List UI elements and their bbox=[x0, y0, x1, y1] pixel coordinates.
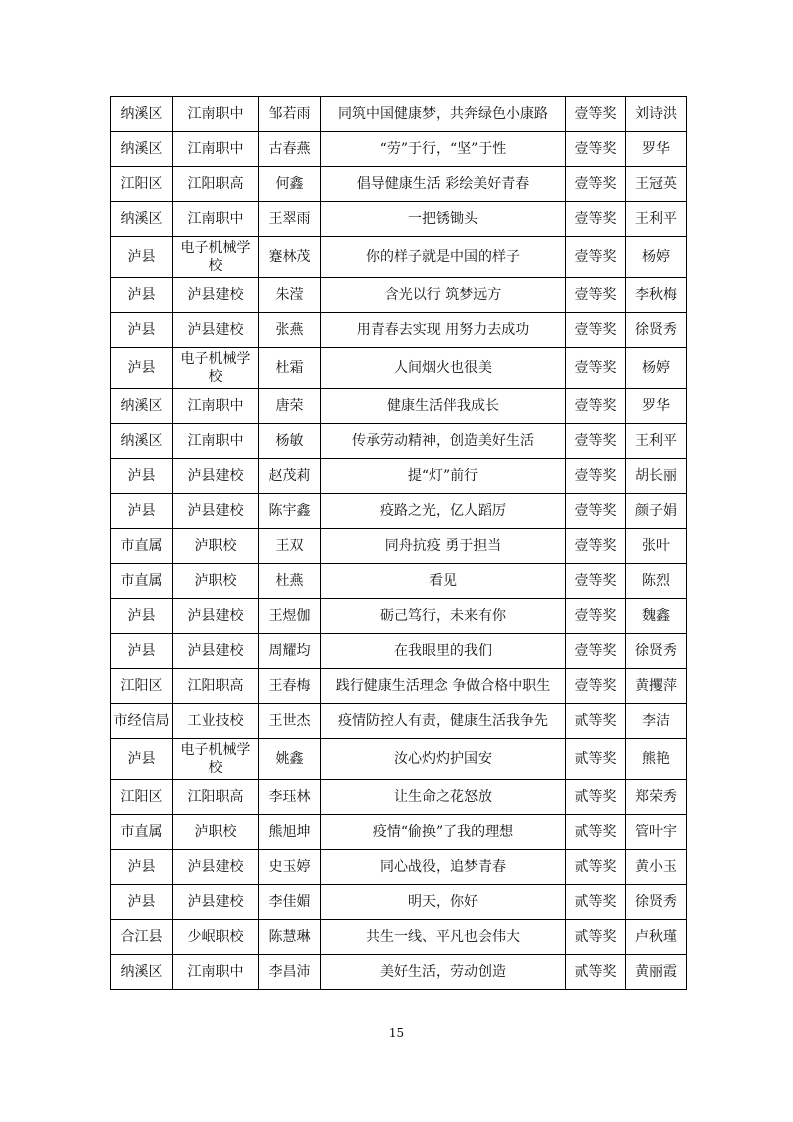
table-row bbox=[111, 634, 687, 669]
school-cell: 工业技校 bbox=[173, 704, 259, 739]
work-title-cell: 让生命之花怒放 bbox=[321, 780, 566, 815]
school-cell: 泸县建校 bbox=[173, 885, 259, 920]
student-name-cell: 熊旭坤 bbox=[259, 815, 321, 850]
award-level-cell: 壹等奖 bbox=[566, 494, 626, 529]
school-cell: 泸职校 bbox=[173, 815, 259, 850]
table-row bbox=[111, 704, 687, 739]
school-cell: 江南职中 bbox=[173, 424, 259, 459]
student-name-cell: 朱滢 bbox=[259, 278, 321, 313]
school-cell: 电子机械学校 bbox=[173, 739, 259, 780]
district-cell: 纳溪区 bbox=[111, 132, 173, 167]
school-cell: 泸县建校 bbox=[173, 494, 259, 529]
school-cell: 江阳职高 bbox=[173, 669, 259, 704]
district-cell: 泸县 bbox=[111, 237, 173, 278]
table-row bbox=[111, 920, 687, 955]
award-level-cell: 壹等奖 bbox=[566, 424, 626, 459]
district-cell: 泸县 bbox=[111, 348, 173, 389]
student-name-cell: 陈慧琳 bbox=[259, 920, 321, 955]
district-cell: 纳溪区 bbox=[111, 97, 173, 132]
district-cell: 合江县 bbox=[111, 920, 173, 955]
district-cell: 纳溪区 bbox=[111, 424, 173, 459]
award-level-cell: 贰等奖 bbox=[566, 885, 626, 920]
table-row bbox=[111, 739, 687, 780]
student-name-cell: 唐荣 bbox=[259, 389, 321, 424]
advisor-cell: 颜子娟 bbox=[626, 494, 687, 529]
school-cell: 泸县建校 bbox=[173, 599, 259, 634]
advisor-cell: 王利平 bbox=[626, 202, 687, 237]
district-cell: 市直属 bbox=[111, 564, 173, 599]
school-cell: 泸职校 bbox=[173, 529, 259, 564]
district-cell: 市直属 bbox=[111, 529, 173, 564]
school-cell: 江南职中 bbox=[173, 389, 259, 424]
advisor-cell: 卢秋瑾 bbox=[626, 920, 687, 955]
district-cell: 纳溪区 bbox=[111, 389, 173, 424]
awards-table-body bbox=[111, 97, 687, 990]
student-name-cell: 周耀均 bbox=[259, 634, 321, 669]
advisor-cell: 熊艳 bbox=[626, 739, 687, 780]
work-title-cell: 一把锈锄头 bbox=[321, 202, 566, 237]
advisor-cell: 王冠英 bbox=[626, 167, 687, 202]
award-level-cell: 贰等奖 bbox=[566, 920, 626, 955]
table-row bbox=[111, 955, 687, 990]
award-level-cell: 壹等奖 bbox=[566, 564, 626, 599]
award-level-cell: 贰等奖 bbox=[566, 850, 626, 885]
table-row bbox=[111, 599, 687, 634]
awards-table bbox=[110, 96, 687, 990]
award-level-cell: 壹等奖 bbox=[566, 459, 626, 494]
work-title-cell: 疫路之光，亿人蹈厉 bbox=[321, 494, 566, 529]
district-cell: 泸县 bbox=[111, 634, 173, 669]
school-cell: 江南职中 bbox=[173, 97, 259, 132]
table-row bbox=[111, 815, 687, 850]
advisor-cell: 魏鑫 bbox=[626, 599, 687, 634]
table-row bbox=[111, 237, 687, 278]
advisor-cell: 王利平 bbox=[626, 424, 687, 459]
student-name-cell: 杜燕 bbox=[259, 564, 321, 599]
student-name-cell: 姚鑫 bbox=[259, 739, 321, 780]
district-cell: 泸县 bbox=[111, 599, 173, 634]
work-title-cell: 在我眼里的我们 bbox=[321, 634, 566, 669]
award-level-cell: 壹等奖 bbox=[566, 348, 626, 389]
work-title-cell: 同舟抗疫 勇于担当 bbox=[321, 529, 566, 564]
advisor-cell: 黄攫萍 bbox=[626, 669, 687, 704]
district-cell: 泸县 bbox=[111, 850, 173, 885]
advisor-cell: 罗华 bbox=[626, 132, 687, 167]
advisor-cell: 李秋梅 bbox=[626, 278, 687, 313]
advisor-cell: 管叶宇 bbox=[626, 815, 687, 850]
work-title-cell: 疫情“偷换”了我的理想 bbox=[321, 815, 566, 850]
award-level-cell: 贰等奖 bbox=[566, 955, 626, 990]
district-cell: 江阳区 bbox=[111, 167, 173, 202]
work-title-cell: 同心战役，追梦青春 bbox=[321, 850, 566, 885]
award-level-cell: 贰等奖 bbox=[566, 739, 626, 780]
table-row bbox=[111, 167, 687, 202]
student-name-cell: 王双 bbox=[259, 529, 321, 564]
student-name-cell: 赵茂莉 bbox=[259, 459, 321, 494]
advisor-cell: 胡长丽 bbox=[626, 459, 687, 494]
table-row bbox=[111, 780, 687, 815]
student-name-cell: 何鑫 bbox=[259, 167, 321, 202]
table-row bbox=[111, 202, 687, 237]
advisor-cell: 张叶 bbox=[626, 529, 687, 564]
district-cell: 市直属 bbox=[111, 815, 173, 850]
district-cell: 纳溪区 bbox=[111, 202, 173, 237]
table-row bbox=[111, 850, 687, 885]
work-title-cell: 提“灯”前行 bbox=[321, 459, 566, 494]
award-level-cell: 贰等奖 bbox=[566, 704, 626, 739]
work-title-cell: 健康生活伴我成长 bbox=[321, 389, 566, 424]
award-level-cell: 壹等奖 bbox=[566, 389, 626, 424]
student-name-cell: 邹若雨 bbox=[259, 97, 321, 132]
advisor-cell: 罗华 bbox=[626, 389, 687, 424]
advisor-cell: 黄丽霞 bbox=[626, 955, 687, 990]
table-row bbox=[111, 389, 687, 424]
award-level-cell: 壹等奖 bbox=[566, 132, 626, 167]
advisor-cell: 刘诗洪 bbox=[626, 97, 687, 132]
school-cell: 电子机械学校 bbox=[173, 348, 259, 389]
school-cell: 江阳职高 bbox=[173, 167, 259, 202]
table-row bbox=[111, 278, 687, 313]
work-title-cell: 美好生活，劳动创造 bbox=[321, 955, 566, 990]
table-row bbox=[111, 669, 687, 704]
work-title-cell: 用青春去实现 用努力去成功 bbox=[321, 313, 566, 348]
award-level-cell: 壹等奖 bbox=[566, 237, 626, 278]
work-title-cell: 传承劳动精神，创造美好生活 bbox=[321, 424, 566, 459]
award-level-cell: 贰等奖 bbox=[566, 780, 626, 815]
advisor-cell: 黄小玉 bbox=[626, 850, 687, 885]
work-title-cell: 践行健康生活理念 争做合格中职生 bbox=[321, 669, 566, 704]
student-name-cell: 王翠雨 bbox=[259, 202, 321, 237]
award-level-cell: 贰等奖 bbox=[566, 815, 626, 850]
table-row bbox=[111, 97, 687, 132]
table-row bbox=[111, 132, 687, 167]
work-title-cell: 同筑中国健康梦，共奔绿色小康路 bbox=[321, 97, 566, 132]
school-cell: 泸职校 bbox=[173, 564, 259, 599]
district-cell: 泸县 bbox=[111, 278, 173, 313]
table-row bbox=[111, 529, 687, 564]
student-name-cell: 李昌沛 bbox=[259, 955, 321, 990]
work-title-cell: 含光以行 筑梦远方 bbox=[321, 278, 566, 313]
award-level-cell: 壹等奖 bbox=[566, 529, 626, 564]
district-cell: 市经信局 bbox=[111, 704, 173, 739]
student-name-cell: 张燕 bbox=[259, 313, 321, 348]
work-title-cell: 疫情防控人有责，健康生活我争先 bbox=[321, 704, 566, 739]
work-title-cell: 砺己笃行，未来有你 bbox=[321, 599, 566, 634]
student-name-cell: 王春梅 bbox=[259, 669, 321, 704]
table-row bbox=[111, 494, 687, 529]
school-cell: 泸县建校 bbox=[173, 313, 259, 348]
district-cell: 泸县 bbox=[111, 313, 173, 348]
table-row bbox=[111, 348, 687, 389]
student-name-cell: 李珏林 bbox=[259, 780, 321, 815]
student-name-cell: 王煜伽 bbox=[259, 599, 321, 634]
advisor-cell: 徐贤秀 bbox=[626, 313, 687, 348]
district-cell: 泸县 bbox=[111, 459, 173, 494]
district-cell: 泸县 bbox=[111, 739, 173, 780]
page-number: 15 bbox=[388, 1026, 405, 1040]
work-title-cell: 明天，你好 bbox=[321, 885, 566, 920]
school-cell: 泸县建校 bbox=[173, 278, 259, 313]
award-level-cell: 壹等奖 bbox=[566, 202, 626, 237]
table-row bbox=[111, 424, 687, 459]
district-cell: 江阳区 bbox=[111, 669, 173, 704]
school-cell: 电子机械学校 bbox=[173, 237, 259, 278]
work-title-cell: “劳”于行，“坚”于性 bbox=[321, 132, 566, 167]
award-level-cell: 壹等奖 bbox=[566, 634, 626, 669]
district-cell: 泸县 bbox=[111, 494, 173, 529]
table-row bbox=[111, 564, 687, 599]
student-name-cell: 王世杰 bbox=[259, 704, 321, 739]
work-title-cell: 倡导健康生活 彩绘美好青春 bbox=[321, 167, 566, 202]
school-cell: 泸县建校 bbox=[173, 634, 259, 669]
district-cell: 泸县 bbox=[111, 885, 173, 920]
advisor-cell: 徐贤秀 bbox=[626, 885, 687, 920]
advisor-cell: 杨婷 bbox=[626, 237, 687, 278]
work-title-cell: 你的样子就是中国的样子 bbox=[321, 237, 566, 278]
district-cell: 江阳区 bbox=[111, 780, 173, 815]
award-level-cell: 壹等奖 bbox=[566, 599, 626, 634]
work-title-cell: 共生一线、平凡也会伟大 bbox=[321, 920, 566, 955]
work-title-cell: 汝心灼灼护国安 bbox=[321, 739, 566, 780]
award-level-cell: 壹等奖 bbox=[566, 669, 626, 704]
award-level-cell: 壹等奖 bbox=[566, 167, 626, 202]
school-cell: 江南职中 bbox=[173, 955, 259, 990]
student-name-cell: 李佳媚 bbox=[259, 885, 321, 920]
school-cell: 泸县建校 bbox=[173, 459, 259, 494]
advisor-cell: 杨婷 bbox=[626, 348, 687, 389]
work-title-cell: 人间烟火也很美 bbox=[321, 348, 566, 389]
student-name-cell: 陈宇鑫 bbox=[259, 494, 321, 529]
table-row bbox=[111, 313, 687, 348]
advisor-cell: 李洁 bbox=[626, 704, 687, 739]
student-name-cell: 古春燕 bbox=[259, 132, 321, 167]
advisor-cell: 郑荣秀 bbox=[626, 780, 687, 815]
advisor-cell: 徐贤秀 bbox=[626, 634, 687, 669]
student-name-cell: 蹇林茂 bbox=[259, 237, 321, 278]
student-name-cell: 杜霜 bbox=[259, 348, 321, 389]
award-level-cell: 壹等奖 bbox=[566, 278, 626, 313]
student-name-cell: 史玉婷 bbox=[259, 850, 321, 885]
award-level-cell: 壹等奖 bbox=[566, 97, 626, 132]
school-cell: 江南职中 bbox=[173, 132, 259, 167]
table-row bbox=[111, 459, 687, 494]
student-name-cell: 杨敏 bbox=[259, 424, 321, 459]
school-cell: 泸县建校 bbox=[173, 850, 259, 885]
district-cell: 纳溪区 bbox=[111, 955, 173, 990]
work-title-cell: 看见 bbox=[321, 564, 566, 599]
school-cell: 江南职中 bbox=[173, 202, 259, 237]
table-row bbox=[111, 885, 687, 920]
award-level-cell: 壹等奖 bbox=[566, 313, 626, 348]
school-cell: 少岷职校 bbox=[173, 920, 259, 955]
school-cell: 江阳职高 bbox=[173, 780, 259, 815]
advisor-cell: 陈烈 bbox=[626, 564, 687, 599]
